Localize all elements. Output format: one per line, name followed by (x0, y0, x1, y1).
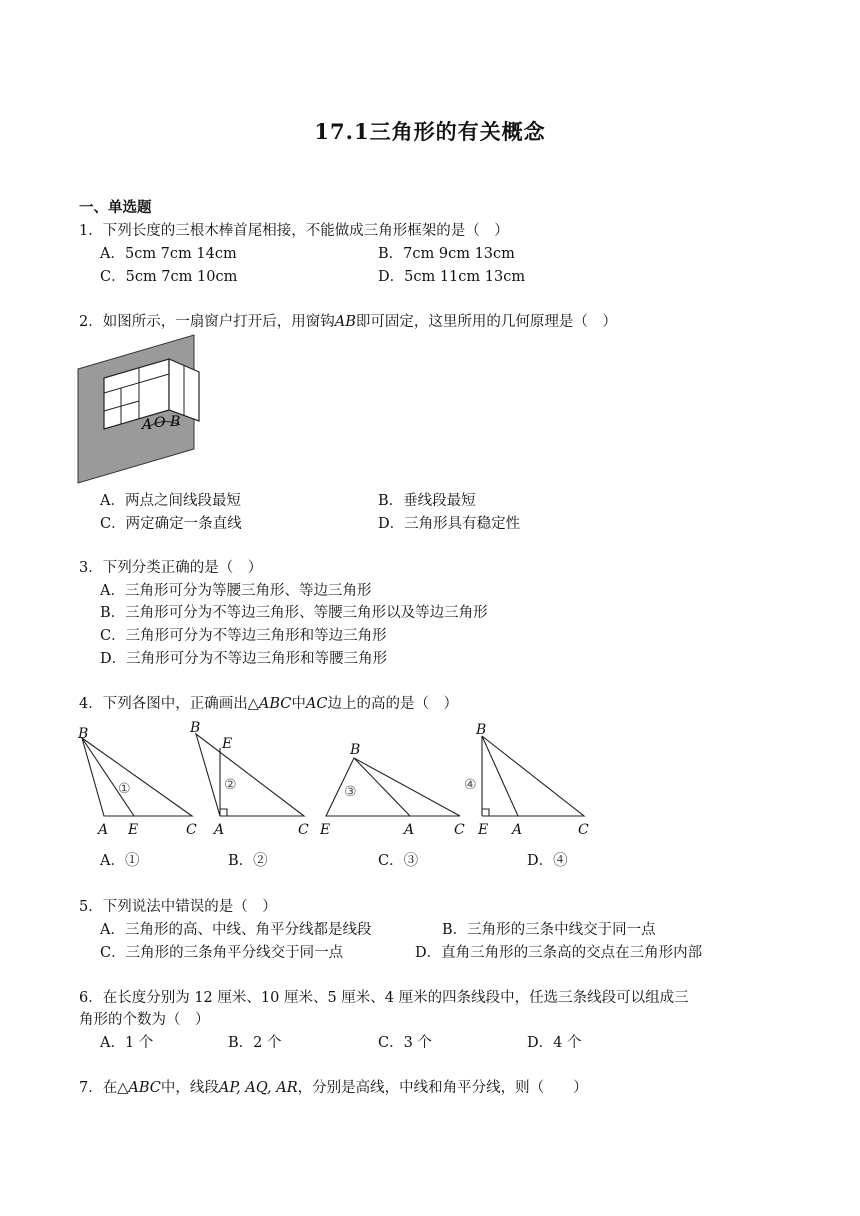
question-6-stem-line-1: 6．在长度分别为 12 厘米、10 厘米、5 厘米、4 厘米的四条线段中，任选三条线段可以组成三 (79, 990, 689, 1006)
question-5-option-a[interactable]: A．三角形的高、中线、角平分线都是线段 (100, 922, 372, 938)
question-1-option-c[interactable]: C．5cm 7cm 10cm (100, 269, 238, 285)
question-2-option-c[interactable]: C．两定确定一条直线 (100, 516, 242, 532)
fig-label-a: A (142, 417, 153, 433)
right-angle-mark (220, 809, 227, 816)
section-heading: 一、单选题 (79, 199, 152, 216)
question-7-stem-vars: AP, AQ, AR (218, 1080, 298, 1096)
fig1-label-b: B (78, 726, 89, 742)
fig3-label-e: E (320, 822, 331, 838)
question-7-stem-post: ，分别是高线，中线和角平分线，则（ ） (297, 1080, 588, 1096)
fig1-label-e: E (128, 822, 139, 838)
question-4-stem-mid: 中 (291, 696, 306, 712)
question-4-stem-side: AC (305, 696, 328, 712)
question-6-option-d[interactable]: D．4 个 (527, 1035, 582, 1051)
question-5-option-d[interactable]: D．直角三角形的三条高的交点在三角形内部 (415, 945, 703, 961)
fig2-label-a: A (214, 822, 225, 838)
question-7-stem-mid: 中，线段 (160, 1080, 219, 1096)
question-2-option-d[interactable]: D．三角形具有稳定性 (378, 516, 521, 532)
question-4-stem-post: 边上的高的是（ ） (327, 696, 458, 712)
fig3-label-a: A (404, 822, 415, 838)
question-6-stem-line-2: 角形的个数为（ ） (79, 1012, 210, 1028)
question-1-stem: 1．下列长度的三根木棒首尾相接，不能做成三角形框架的是（ ） (79, 223, 509, 239)
triangle-4 (482, 736, 584, 816)
fig2-number: ② (224, 777, 237, 793)
triangle-3-segment (354, 758, 410, 816)
fig-label-o: O (154, 415, 166, 431)
fig4-label-a: A (512, 822, 523, 838)
triangles-figure (70, 716, 610, 840)
triangle-2 (196, 734, 304, 816)
question-5-stem: 5．下列说法中错误的是（ ） (79, 899, 277, 915)
window-figure (76, 333, 206, 485)
question-4-stem (79, 692, 458, 713)
fig4-label-e: E (478, 822, 489, 838)
question-3-stem: 3．下列分类正确的是（ ） (79, 560, 263, 576)
question-5-option-b[interactable]: B．三角形的三条中线交于同一点 (442, 922, 656, 938)
question-7-stem-tri: △ABC (117, 1080, 161, 1096)
fig3-label-c: C (454, 822, 465, 838)
question-4-stem-tri: △ABC (247, 696, 292, 712)
right-angle-mark (482, 809, 489, 816)
question-5-option-c[interactable]: C．三角形的三条角平分线交于同一点 (100, 945, 344, 961)
question-3-option-b[interactable]: B．三角形可分为不等边三角形、等腰三角形以及等边三角形 (100, 605, 488, 621)
question-2-stem-post: 即可固定，这里所用的几何原理是（ ） (355, 314, 617, 330)
fig3-number: ③ (344, 784, 357, 800)
fig2-label-c: C (298, 822, 309, 838)
question-1-option-d[interactable]: D．5cm 11cm 13cm (378, 269, 526, 285)
fig1-label-a: A (98, 822, 109, 838)
question-6-option-a[interactable]: A．1 个 (100, 1035, 154, 1051)
question-2-option-b[interactable]: B．垂线段最短 (378, 493, 476, 509)
question-7-stem-pre: 7．在 (79, 1080, 118, 1096)
fig1-label-c: C (186, 822, 197, 838)
fig3-label-b: B (350, 742, 361, 758)
question-3-option-c[interactable]: C．三角形可分为不等边三角形和等边三角形 (100, 628, 387, 644)
fig-label-b: B (170, 414, 181, 430)
question-3-option-d[interactable]: D．三角形可分为不等边三角形和等腰三角形 (100, 651, 388, 667)
question-6-option-c[interactable]: C．3 个 (378, 1035, 432, 1051)
fig1-number: ① (118, 781, 131, 797)
question-2-stem (79, 310, 617, 331)
question-3-option-a[interactable]: A．三角形可分为等腰三角形、等边三角形 (100, 583, 372, 599)
question-4-option-c[interactable]: C．③ (378, 853, 419, 869)
fig2-label-e: E (222, 736, 233, 752)
page-title: 17.1三角形的有关概念 (314, 119, 546, 144)
question-4-stem-pre: 4．下列各图中，正确画出 (79, 696, 248, 712)
question-2-stem-var: AB (334, 314, 356, 330)
question-4-option-b[interactable]: B．② (228, 853, 268, 869)
triangle-1 (82, 738, 192, 816)
question-1-option-a[interactable]: A．5cm 7cm 14cm (100, 246, 237, 262)
question-4-option-a[interactable]: A．① (100, 853, 140, 869)
fig4-number: ④ (464, 777, 477, 793)
question-1-option-b[interactable]: B．7cm 9cm 13cm (378, 246, 515, 262)
fig4-label-b: B (476, 722, 487, 738)
fig2-label-b: B (190, 720, 201, 736)
question-2-option-a[interactable]: A．两点之间线段最短 (100, 493, 241, 509)
question-4-option-d[interactable]: D．④ (527, 853, 568, 869)
fig4-label-c: C (578, 822, 589, 838)
triangle-1-segment (82, 738, 134, 816)
question-7-stem (79, 1076, 588, 1097)
question-6-option-b[interactable]: B．2 个 (228, 1035, 282, 1051)
question-2-stem-pre: 2．如图所示，一扇窗户打开后，用窗钩 (79, 314, 335, 330)
